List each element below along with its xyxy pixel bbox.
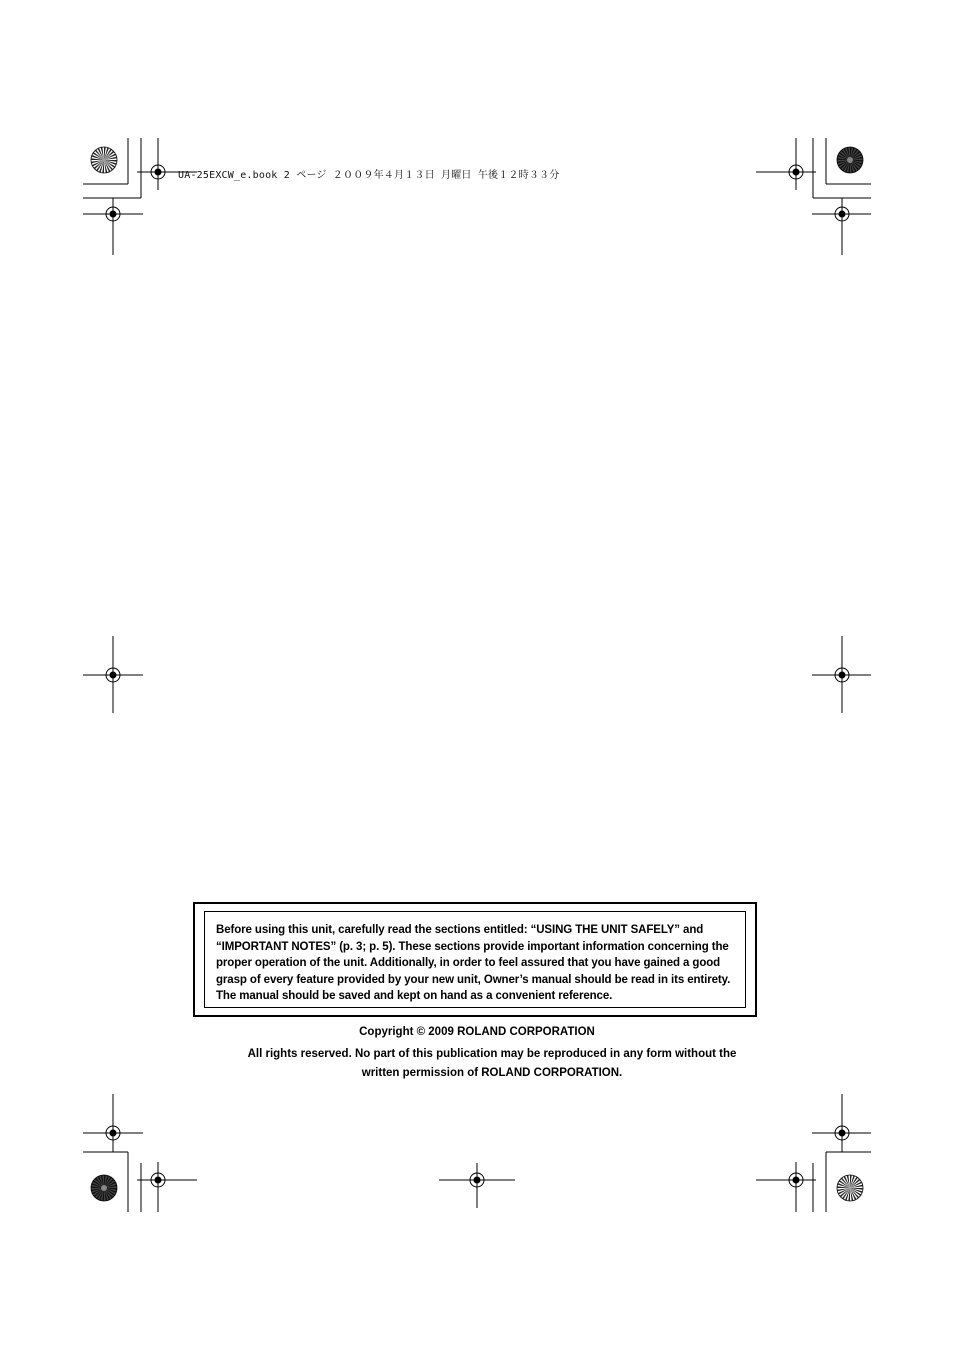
star-target-top-left-icon xyxy=(91,147,117,173)
copyright-line: Copyright © 2009 ROLAND CORPORATION xyxy=(359,1026,595,1038)
registration-mark-bottom-center xyxy=(439,1163,515,1208)
notice-box xyxy=(193,902,757,1017)
notice-inner-frame xyxy=(204,911,746,1008)
star-target-top-right-icon xyxy=(837,147,863,173)
rights-statement: All rights reserved. No part of this publication may be reproduced in any form without the written permission of ROLAND CORPORATION. xyxy=(247,1048,737,1079)
registration-mark-middle-right xyxy=(812,636,871,713)
registration-mark-top-left xyxy=(103,162,168,224)
notice-text: Before using this unit, carefully read the sections entitled: “USING THE UNIT SAFELY” and “IMPORTANT NOTES” (p. 3; p. 5). These sections provide important information concerning the proper operation of the unit. Additionally, in order to feel assured that you have gained a good grasp of every feature provided by your new unit, Owner’s manual should be read in its entirety. The manual should be saved and kept on hand as a convenient reference. xyxy=(216,924,731,1003)
registration-mark-top-right xyxy=(786,162,852,224)
print-slug: UA-25EXCW_e.book 2 ページ ２００９年４月１３日 月曜日 午後１２時３３分 xyxy=(178,170,560,181)
registration-mark-middle-left xyxy=(83,636,143,713)
star-target-bottom-left-icon xyxy=(91,1175,117,1201)
star-target-bottom-right-icon xyxy=(837,1175,863,1201)
